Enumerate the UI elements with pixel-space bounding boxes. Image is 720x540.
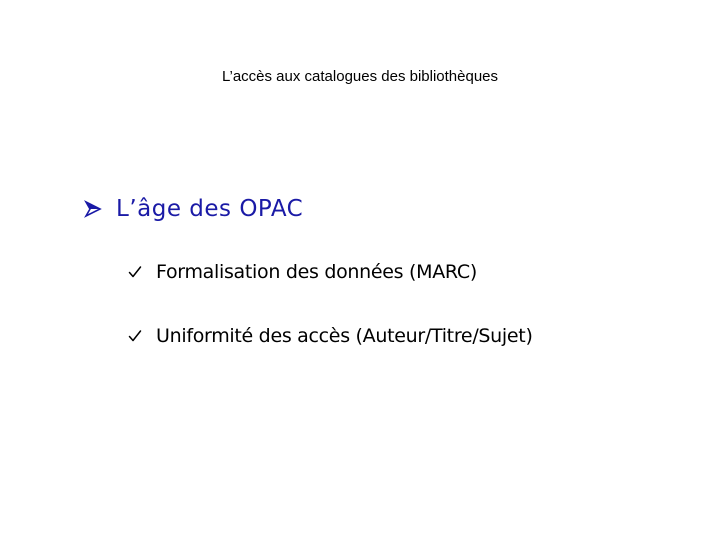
checkmark-icon [128, 329, 142, 343]
sub-item-text: Uniformité des accès (Auteur/Titre/Sujet) [156, 325, 533, 347]
sub-item-text: Formalisation des données (MARC) [156, 261, 477, 283]
sub-item [128, 325, 533, 347]
slide-title: L’accès aux catalogues des bibliothèques [221, 68, 499, 85]
main-bullet [84, 196, 303, 222]
arrow-bullet-icon [84, 200, 102, 218]
sub-item [128, 261, 477, 283]
main-bullet-text: L’âge des OPAC [116, 196, 304, 222]
checkmark-icon [128, 265, 142, 279]
